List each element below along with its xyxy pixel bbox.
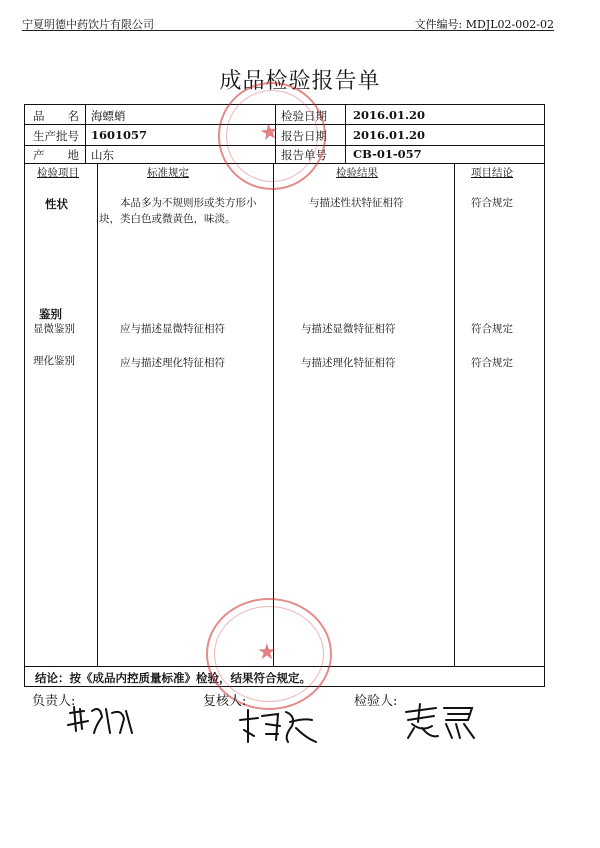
origin-label: 产 地	[33, 148, 79, 162]
col-divider	[97, 163, 98, 666]
report-no-label: 报告单号	[281, 148, 327, 162]
col-header-standard: 标准规定	[147, 167, 189, 179]
report-date-value: 2016.01.20	[353, 128, 426, 142]
name-label: 品 名	[33, 109, 79, 123]
trait-conclusion: 符合规定	[471, 197, 513, 209]
col-divider	[85, 105, 86, 164]
col-header-result: 检验结果	[336, 167, 378, 179]
col-divider	[345, 105, 346, 164]
name-value: 海螵蛸	[91, 109, 126, 123]
col-header-item: 检验项目	[37, 167, 79, 179]
report-title: 成品检验报告单	[219, 69, 381, 94]
reviewer-signature	[236, 706, 320, 748]
inspect-date-value: 2016.01.20	[353, 108, 426, 122]
batch-label: 生产批号	[33, 129, 79, 143]
micro-result: 与描述显微特征相符	[301, 323, 396, 335]
trait-item: 性状	[45, 197, 68, 211]
batch-value: 1601057	[91, 128, 148, 142]
physchem-standard: 应与描述理化特征相符	[120, 357, 225, 369]
physchem-item: 理化鉴别	[33, 355, 75, 367]
inspect-date-label: 检验日期	[281, 109, 327, 123]
company-name: 宁夏明德中药饮片有限公司	[22, 18, 154, 31]
micro-conclusion: 符合规定	[471, 323, 513, 335]
reviewer-label: 复核人:	[203, 694, 247, 709]
responsible-label: 负责人:	[32, 694, 76, 709]
page-header	[22, 0, 554, 31]
star-icon: ★	[257, 119, 281, 147]
micro-item: 显微鉴别	[33, 323, 75, 335]
physchem-conclusion: 符合规定	[471, 357, 513, 369]
identification-heading: 鉴别	[39, 307, 62, 321]
trait-result: 与描述性状特征相符	[309, 197, 404, 209]
origin-value: 山东	[91, 148, 114, 162]
inspector-signature	[402, 702, 480, 742]
trait-standard-line2: 块，类白色或微黄色，味淡。	[99, 213, 236, 225]
star-icon: ★	[257, 640, 277, 665]
col-divider	[454, 163, 455, 666]
report-date-label: 报告日期	[281, 129, 327, 143]
micro-standard: 应与描述显微特征相符	[120, 323, 225, 335]
conclusion-text: 结论：按《成品内控质量标准》检验，结果符合规定。	[35, 671, 311, 685]
physchem-result: 与描述理化特征相符	[301, 357, 396, 369]
responsible-signature	[66, 703, 138, 741]
report-no-value: CB-01-057	[353, 147, 422, 161]
trait-standard-line1: 本品多为不规则形或类方形小	[120, 197, 257, 209]
inspector-label: 检验人:	[354, 694, 398, 709]
col-divider	[273, 163, 274, 666]
document-number: 文件编号: MDJL02-002-02	[414, 18, 554, 31]
col-header-conclusion: 项目结论	[471, 167, 513, 179]
